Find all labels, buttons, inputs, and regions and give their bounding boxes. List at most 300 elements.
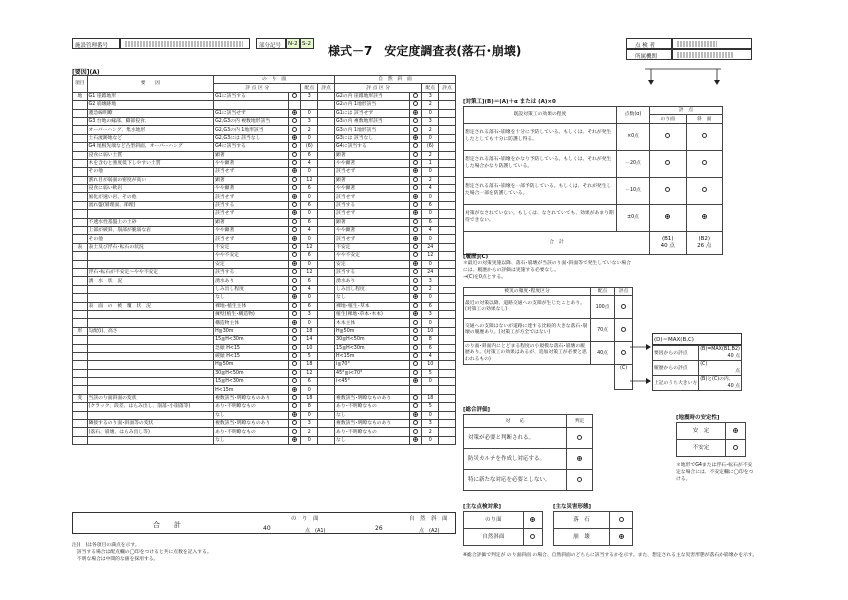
radio-option[interactable]	[413, 361, 418, 366]
slope-score[interactable]	[318, 235, 335, 243]
radio-option[interactable]	[413, 370, 418, 375]
slope-score[interactable]	[318, 436, 335, 444]
radio-option[interactable]	[413, 303, 418, 308]
radio-option[interactable]	[413, 210, 418, 215]
radio-option[interactable]	[292, 227, 297, 232]
natural-score[interactable]	[439, 394, 456, 402]
slope-score[interactable]	[318, 428, 335, 436]
overall-radio[interactable]	[567, 428, 593, 449]
natural-score[interactable]	[439, 369, 456, 377]
natural-radio-cell[interactable]	[410, 428, 422, 436]
natural-radio-cell[interactable]	[410, 117, 422, 125]
natural-score[interactable]	[439, 201, 456, 209]
natural-score[interactable]	[439, 210, 456, 218]
radio-option[interactable]	[413, 160, 418, 165]
slope-score[interactable]	[318, 277, 335, 285]
natural-score[interactable]	[439, 227, 456, 235]
natural-radio-cell[interactable]	[410, 394, 422, 402]
radio-option[interactable]	[413, 429, 418, 434]
slope-radio-cell[interactable]	[289, 126, 301, 134]
slope-score[interactable]	[318, 386, 335, 394]
slope-radio-cell[interactable]	[289, 117, 301, 125]
slope-radio-cell[interactable]	[289, 336, 301, 344]
mgmt-no-field[interactable]	[120, 38, 250, 49]
natural-score[interactable]	[439, 386, 456, 394]
slope-radio-cell[interactable]	[289, 151, 301, 159]
radio-option[interactable]	[702, 133, 707, 138]
radio-option[interactable]	[413, 320, 418, 325]
slope-score[interactable]	[318, 302, 335, 310]
history-radio[interactable]	[615, 296, 633, 319]
slope-radio-cell[interactable]	[289, 101, 301, 109]
natural-radio-cell[interactable]	[410, 210, 422, 218]
measure-slope-radio[interactable]	[650, 177, 687, 204]
quake-radio[interactable]	[725, 440, 745, 457]
radio-option[interactable]	[621, 304, 626, 309]
slope-radio-cell[interactable]	[289, 252, 301, 260]
slope-score[interactable]	[318, 126, 335, 134]
overall-radio[interactable]	[567, 470, 593, 491]
natural-radio-cell[interactable]	[410, 361, 422, 369]
radio-option[interactable]	[530, 534, 535, 539]
natural-radio-cell[interactable]	[410, 260, 422, 268]
radio-option[interactable]	[292, 429, 297, 434]
natural-radio-cell[interactable]	[410, 285, 422, 293]
slope-radio-cell[interactable]	[289, 369, 301, 377]
natural-radio-cell[interactable]	[410, 436, 422, 444]
slope-radio-cell[interactable]	[289, 168, 301, 176]
measure-slope-radio[interactable]	[650, 123, 687, 150]
radio-option[interactable]	[733, 428, 738, 433]
radio-option[interactable]	[292, 361, 297, 366]
overall-radio[interactable]	[567, 449, 593, 470]
radio-option[interactable]	[413, 336, 418, 341]
natural-score[interactable]	[439, 277, 456, 285]
radio-option[interactable]	[292, 93, 297, 98]
natural-score[interactable]	[439, 352, 456, 360]
slope-score[interactable]	[318, 92, 335, 100]
natural-score[interactable]	[439, 285, 456, 293]
natural-radio-cell[interactable]	[410, 101, 422, 109]
natural-radio-cell[interactable]	[410, 134, 422, 142]
natural-score[interactable]	[439, 336, 456, 344]
d-row3-value[interactable]: (B)と(C)の内、 40 点	[700, 377, 740, 389]
slope-radio-cell[interactable]	[289, 386, 301, 394]
radio-option[interactable]	[292, 403, 297, 408]
natural-score[interactable]	[439, 101, 456, 109]
radio-option[interactable]	[413, 194, 418, 199]
slope-radio-cell[interactable]	[289, 310, 301, 318]
radio-option[interactable]	[413, 437, 418, 442]
radio-option[interactable]	[292, 311, 297, 316]
radio-option[interactable]	[292, 168, 297, 173]
natural-radio-cell[interactable]	[410, 344, 422, 352]
slope-radio-cell[interactable]	[289, 302, 301, 310]
natural-radio-cell[interactable]	[410, 378, 422, 386]
total-slope-value[interactable]: 40	[263, 525, 271, 532]
radio-option[interactable]	[413, 177, 418, 182]
part-code-1[interactable]: N-2	[286, 38, 300, 49]
radio-option[interactable]	[292, 269, 297, 274]
radio-option[interactable]	[413, 412, 418, 417]
natural-radio-cell[interactable]	[410, 218, 422, 226]
slope-score[interactable]	[318, 134, 335, 142]
radio-option[interactable]	[292, 244, 297, 249]
natural-score[interactable]	[439, 252, 456, 260]
radio-option[interactable]	[292, 236, 297, 241]
natural-score[interactable]	[439, 117, 456, 125]
radio-option[interactable]	[292, 177, 297, 182]
slope-radio-cell[interactable]	[289, 159, 301, 167]
inspector-field[interactable]	[672, 38, 752, 49]
radio-option[interactable]	[413, 252, 418, 257]
slope-radio-cell[interactable]	[289, 143, 301, 151]
radio-option[interactable]	[292, 420, 297, 425]
slope-radio-cell[interactable]	[289, 227, 301, 235]
option-radio[interactable]	[610, 529, 633, 546]
slope-score[interactable]	[318, 151, 335, 159]
radio-option[interactable]	[413, 202, 418, 207]
option-radio[interactable]	[610, 512, 633, 529]
slope-radio-cell[interactable]	[289, 134, 301, 142]
radio-option[interactable]	[413, 328, 418, 333]
natural-score[interactable]	[439, 403, 456, 411]
total-natural-value[interactable]: 26	[375, 525, 383, 532]
slope-score[interactable]	[318, 243, 335, 251]
natural-radio-cell[interactable]	[410, 168, 422, 176]
slope-score[interactable]	[318, 117, 335, 125]
slope-radio-cell[interactable]	[289, 176, 301, 184]
natural-radio-cell[interactable]	[410, 310, 422, 318]
natural-score[interactable]	[439, 151, 456, 159]
slope-radio-cell[interactable]	[289, 268, 301, 276]
radio-option[interactable]	[292, 194, 297, 199]
natural-radio-cell[interactable]	[410, 243, 422, 251]
radio-option[interactable]	[292, 395, 297, 400]
radio-option[interactable]	[292, 110, 297, 115]
history-radio[interactable]	[615, 319, 633, 342]
radio-option[interactable]	[413, 244, 418, 249]
radio-option[interactable]	[413, 269, 418, 274]
org-field[interactable]	[672, 49, 752, 60]
slope-radio-cell[interactable]	[289, 411, 301, 419]
slope-score[interactable]	[318, 344, 335, 352]
radio-option[interactable]	[413, 143, 418, 148]
natural-score[interactable]	[439, 243, 456, 251]
natural-score[interactable]	[439, 92, 456, 100]
radio-option[interactable]	[413, 185, 418, 190]
radio-option[interactable]	[619, 534, 624, 539]
natural-score[interactable]	[439, 176, 456, 184]
measures-score-slope[interactable]: (B1) 40 点	[650, 231, 687, 254]
radio-option[interactable]	[292, 286, 297, 291]
slope-score[interactable]	[318, 369, 335, 377]
natural-score[interactable]	[439, 344, 456, 352]
radio-option[interactable]	[292, 278, 297, 283]
radio-option[interactable]	[413, 420, 418, 425]
radio-option[interactable]	[413, 168, 418, 173]
slope-radio-cell[interactable]	[289, 420, 301, 428]
radio-option[interactable]	[665, 214, 670, 219]
slope-radio-cell[interactable]	[289, 436, 301, 444]
slope-radio-cell[interactable]	[289, 319, 301, 327]
natural-radio-cell[interactable]	[410, 302, 422, 310]
natural-score[interactable]	[439, 436, 456, 444]
radio-option[interactable]	[292, 210, 297, 215]
natural-radio-cell[interactable]	[410, 411, 422, 419]
natural-radio-cell[interactable]	[410, 386, 422, 394]
radio-option[interactable]	[292, 127, 297, 132]
radio-option[interactable]	[292, 328, 297, 333]
natural-radio-cell[interactable]	[410, 227, 422, 235]
slope-radio-cell[interactable]	[289, 352, 301, 360]
slope-radio-cell[interactable]	[289, 201, 301, 209]
radio-option[interactable]	[292, 252, 297, 257]
natural-score[interactable]	[439, 185, 456, 193]
measure-slope-radio[interactable]	[650, 150, 687, 177]
radio-option[interactable]	[292, 202, 297, 207]
natural-score[interactable]	[439, 193, 456, 201]
quake-radio[interactable]	[725, 423, 745, 440]
slope-score[interactable]	[318, 411, 335, 419]
natural-radio-cell[interactable]	[410, 176, 422, 184]
natural-radio-cell[interactable]	[410, 109, 422, 117]
natural-radio-cell[interactable]	[410, 143, 422, 151]
slope-radio-cell[interactable]	[289, 378, 301, 386]
slope-score[interactable]	[318, 268, 335, 276]
radio-option[interactable]	[413, 294, 418, 299]
radio-option[interactable]	[292, 135, 297, 140]
slope-score[interactable]	[318, 336, 335, 344]
radio-option[interactable]	[292, 185, 297, 190]
measure-natural-radio[interactable]	[686, 177, 723, 204]
slope-radio-cell[interactable]	[289, 327, 301, 335]
radio-option[interactable]	[292, 294, 297, 299]
slope-radio-cell[interactable]	[289, 344, 301, 352]
radio-option[interactable]	[702, 214, 707, 219]
natural-score[interactable]	[439, 218, 456, 226]
slope-radio-cell[interactable]	[289, 210, 301, 218]
radio-option[interactable]	[413, 286, 418, 291]
slope-radio-cell[interactable]	[289, 394, 301, 402]
natural-score[interactable]	[439, 159, 456, 167]
natural-score[interactable]	[439, 428, 456, 436]
radio-option[interactable]	[413, 345, 418, 350]
measures-score-natural[interactable]: (B2) 26 点	[686, 231, 723, 254]
slope-radio-cell[interactable]	[289, 361, 301, 369]
radio-option[interactable]	[413, 127, 418, 132]
natural-score[interactable]	[439, 310, 456, 318]
radio-option[interactable]	[413, 261, 418, 266]
slope-score[interactable]	[318, 310, 335, 318]
slope-radio-cell[interactable]	[289, 277, 301, 285]
radio-option[interactable]	[292, 303, 297, 308]
radio-option[interactable]	[292, 378, 297, 383]
radio-option[interactable]	[665, 187, 670, 192]
slope-radio-cell[interactable]	[289, 92, 301, 100]
measure-slope-radio[interactable]	[650, 204, 687, 231]
slope-score[interactable]	[318, 403, 335, 411]
natural-radio-cell[interactable]	[410, 294, 422, 302]
radio-option[interactable]	[292, 387, 297, 392]
radio-option[interactable]	[292, 261, 297, 266]
radio-option[interactable]	[292, 160, 297, 165]
slope-radio-cell[interactable]	[289, 235, 301, 243]
natural-score[interactable]	[439, 168, 456, 176]
natural-radio-cell[interactable]	[410, 126, 422, 134]
radio-option[interactable]	[413, 219, 418, 224]
slope-score[interactable]	[318, 394, 335, 402]
slope-score[interactable]	[318, 201, 335, 209]
natural-radio-cell[interactable]	[410, 277, 422, 285]
radio-option[interactable]	[621, 327, 626, 332]
natural-score[interactable]	[439, 260, 456, 268]
slope-score[interactable]	[318, 168, 335, 176]
slope-score[interactable]	[318, 109, 335, 117]
radio-option[interactable]	[413, 236, 418, 241]
slope-score[interactable]	[318, 420, 335, 428]
slope-radio-cell[interactable]	[289, 185, 301, 193]
radio-option[interactable]	[292, 219, 297, 224]
radio-option[interactable]	[413, 227, 418, 232]
radio-option[interactable]	[292, 412, 297, 417]
d-row1-value[interactable]: (B)=MAX(B1,B2) 40 点	[700, 347, 740, 359]
slope-score[interactable]	[318, 260, 335, 268]
slope-score[interactable]	[318, 185, 335, 193]
natural-score[interactable]	[439, 327, 456, 335]
history-c-cell[interactable]: (C)	[615, 365, 633, 390]
radio-option[interactable]	[413, 378, 418, 383]
slope-radio-cell[interactable]	[289, 294, 301, 302]
slope-score[interactable]	[318, 143, 335, 151]
natural-score[interactable]	[439, 109, 456, 117]
natural-score[interactable]	[439, 420, 456, 428]
natural-radio-cell[interactable]	[410, 159, 422, 167]
slope-score[interactable]	[318, 319, 335, 327]
radio-option[interactable]	[413, 395, 418, 400]
slope-score[interactable]	[318, 285, 335, 293]
natural-radio-cell[interactable]	[410, 252, 422, 260]
slope-score[interactable]	[318, 159, 335, 167]
radio-option[interactable]	[292, 370, 297, 375]
natural-radio-cell[interactable]	[410, 92, 422, 100]
radio-option[interactable]	[413, 152, 418, 157]
slope-radio-cell[interactable]	[289, 260, 301, 268]
slope-score[interactable]	[318, 327, 335, 335]
slope-score[interactable]	[318, 176, 335, 184]
radio-option[interactable]	[292, 353, 297, 358]
radio-option[interactable]	[413, 278, 418, 283]
radio-option[interactable]	[619, 517, 624, 522]
natural-radio-cell[interactable]	[410, 352, 422, 360]
natural-score[interactable]	[439, 361, 456, 369]
natural-score[interactable]	[439, 294, 456, 302]
slope-score[interactable]	[318, 193, 335, 201]
slope-radio-cell[interactable]	[289, 403, 301, 411]
slope-score[interactable]	[318, 227, 335, 235]
natural-score[interactable]	[439, 235, 456, 243]
radio-option[interactable]	[733, 445, 738, 450]
slope-score[interactable]	[318, 378, 335, 386]
radio-option[interactable]	[577, 435, 582, 440]
slope-radio-cell[interactable]	[289, 428, 301, 436]
radio-option[interactable]	[665, 133, 670, 138]
slope-radio-cell[interactable]	[289, 109, 301, 117]
slope-score[interactable]	[318, 361, 335, 369]
slope-score[interactable]	[318, 218, 335, 226]
radio-option[interactable]	[292, 336, 297, 341]
radio-option[interactable]	[577, 456, 582, 461]
natural-score[interactable]	[439, 302, 456, 310]
radio-option[interactable]	[292, 143, 297, 148]
natural-radio-cell[interactable]	[410, 420, 422, 428]
radio-option[interactable]	[413, 311, 418, 316]
radio-option[interactable]	[292, 152, 297, 157]
natural-radio-cell[interactable]	[410, 235, 422, 243]
part-code-2[interactable]: S-2	[300, 38, 314, 49]
natural-score[interactable]	[439, 143, 456, 151]
natural-radio-cell[interactable]	[410, 151, 422, 159]
natural-radio-cell[interactable]	[410, 319, 422, 327]
radio-option[interactable]	[292, 437, 297, 442]
slope-score[interactable]	[318, 210, 335, 218]
radio-option[interactable]	[702, 160, 707, 165]
natural-score[interactable]	[439, 268, 456, 276]
radio-option[interactable]	[413, 135, 418, 140]
measure-natural-radio[interactable]	[686, 204, 723, 231]
radio-option[interactable]	[577, 477, 582, 482]
natural-radio-cell[interactable]	[410, 193, 422, 201]
slope-radio-cell[interactable]	[289, 218, 301, 226]
radio-option[interactable]	[413, 110, 418, 115]
option-radio[interactable]	[523, 512, 542, 529]
slope-score[interactable]	[318, 101, 335, 109]
natural-radio-cell[interactable]	[410, 201, 422, 209]
radio-option[interactable]	[292, 320, 297, 325]
radio-option[interactable]	[413, 118, 418, 123]
slope-score[interactable]	[318, 352, 335, 360]
slope-score[interactable]	[318, 252, 335, 260]
natural-radio-cell[interactable]	[410, 185, 422, 193]
natural-radio-cell[interactable]	[410, 369, 422, 377]
radio-option[interactable]	[413, 101, 418, 106]
natural-score[interactable]	[439, 319, 456, 327]
radio-option[interactable]	[292, 118, 297, 123]
natural-score[interactable]	[439, 378, 456, 386]
natural-score[interactable]	[439, 126, 456, 134]
d-row2-value[interactable]: (C) 点	[700, 362, 740, 374]
radio-option[interactable]	[621, 350, 626, 355]
natural-radio-cell[interactable]	[410, 327, 422, 335]
radio-option[interactable]	[702, 187, 707, 192]
radio-option[interactable]	[292, 345, 297, 350]
radio-option[interactable]	[413, 353, 418, 358]
radio-option[interactable]	[530, 517, 535, 522]
radio-option[interactable]	[413, 93, 418, 98]
measure-natural-radio[interactable]	[686, 123, 723, 150]
slope-radio-cell[interactable]	[289, 193, 301, 201]
measure-natural-radio[interactable]	[686, 150, 723, 177]
slope-score[interactable]	[318, 294, 335, 302]
slope-radio-cell[interactable]	[289, 285, 301, 293]
slope-radio-cell[interactable]	[289, 243, 301, 251]
radio-option[interactable]	[413, 403, 418, 408]
natural-radio-cell[interactable]	[410, 336, 422, 344]
radio-option[interactable]	[665, 160, 670, 165]
natural-radio-cell[interactable]	[410, 268, 422, 276]
natural-radio-cell[interactable]	[410, 403, 422, 411]
natural-score[interactable]	[439, 134, 456, 142]
